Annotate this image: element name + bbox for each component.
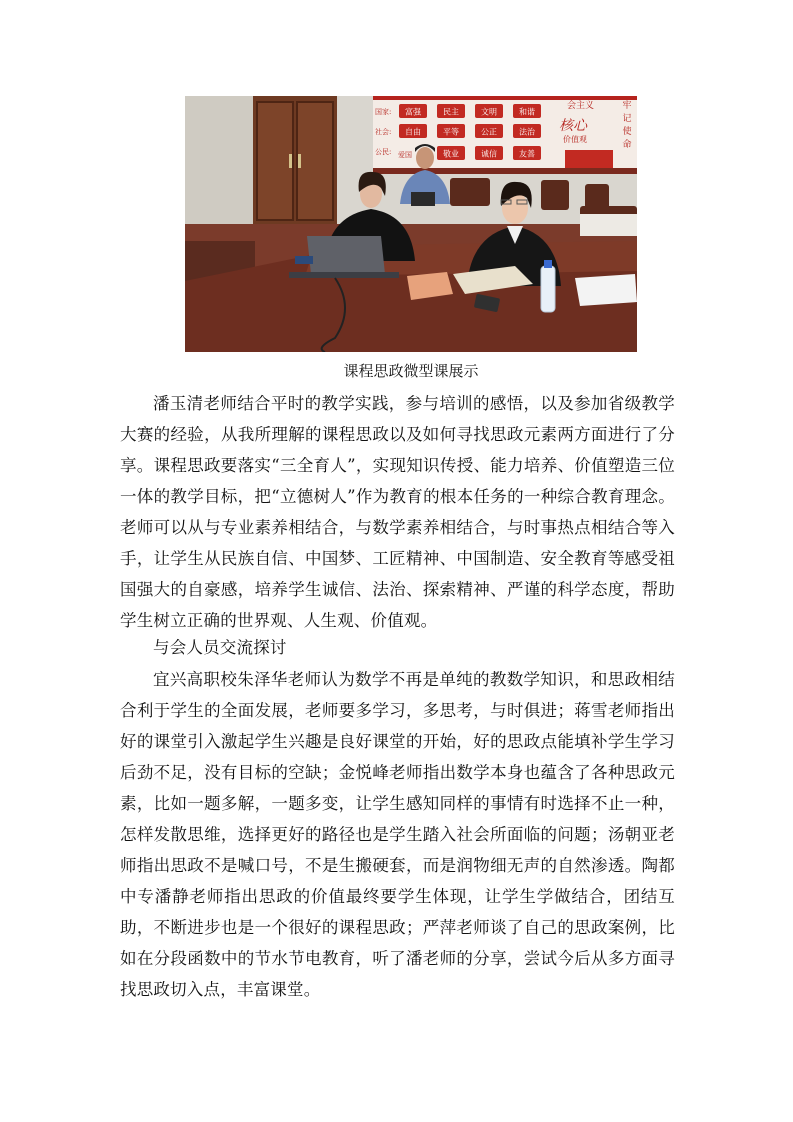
board-word: 敬业 — [443, 149, 459, 159]
board-word: 富强 — [405, 107, 421, 117]
board-word: 诚信 — [481, 149, 497, 159]
slogan-line: 价值观 — [563, 135, 587, 144]
banner-char: 记 — [622, 114, 632, 124]
photo-caption: 课程思政微型课展示 — [343, 362, 479, 380]
board-word: 和谐 — [519, 107, 535, 117]
meeting-photo — [185, 96, 637, 352]
board-word: 友善 — [519, 149, 535, 159]
board-word: 法治 — [519, 127, 535, 137]
board-row-label: 国家: — [375, 108, 392, 116]
banner-char: 牢 — [622, 101, 632, 111]
board-word: 民主 — [443, 107, 459, 117]
banner-char: 命 — [622, 140, 632, 150]
board-word: 平等 — [443, 127, 459, 137]
board-row-label: 公民: — [375, 148, 392, 156]
board-row-label: 社会: — [375, 128, 392, 136]
section-heading: 与会人员交流探讨 — [153, 638, 287, 657]
slogan-line: 会主义 — [567, 101, 595, 111]
board-word: 自由 — [405, 127, 421, 137]
paragraph: 宜兴高职校朱泽华老师认为数学不再是单纯的教数学知识，和思政相结合利于学生的全面发展，老师要多学习，多思考，与时俱进；蒋雪老师指出好的课堂引入激起学生兴趣是良好课堂的开始，好的思政点能填补学生学习后劲不足，没有目标的空缺；金悦峰老师指出数学本身也蕴含了各种思政元素，比如一题多解，一题多变，让学生感知同样的事情有时选择不止一种，怎样发散思维，选择更好的路径也是学生踏入社会所面临的问题；汤朝亚老师指出思政不是喊口号，不是生搬硬套，而是润物细无声的自然渗透。陶都中专潘静老师指出思政的价值最终要学生体现，让学生学做结合，团结互助，不断进步也是一个很好的课程思政；严萍老师谈了自己的思政案例，比如在分段函数中的节水节电教育，听了潘老师的分享，尝试今后从多方面寻找思政切入点，丰富课堂。 — [120, 670, 675, 999]
board-word: 爱国 — [398, 151, 412, 159]
board-word: 公正 — [481, 127, 497, 137]
paragraph: 潘玉清老师结合平时的教学实践，参与培训的感悟，以及参加省级教学大赛的经验，从我所理解的课程思政以及如何寻找思政元素两方面进行了分享。课程思政要落实“三全育人”，实现知识传授、能力培养、价值塑造三位一体的教学目标，把“立德树人”作为教育的根本任务的一种综合教育理念。老师可以从与专业素养相结合，与数学素养相结合，与时事热点相结合等入手，让学生从民族自信、中国梦、工匠精神、中国制造、安全教育等感受祖国强大的自豪感，培养学生诚信、法治、探索精神、严谨的科学态度，帮助学生树立正确的世界观、人生观、价值观。 — [120, 394, 675, 630]
banner-char: 使 — [622, 127, 632, 137]
slogan-line: 核心 — [559, 118, 587, 134]
board-word: 文明 — [481, 107, 497, 117]
